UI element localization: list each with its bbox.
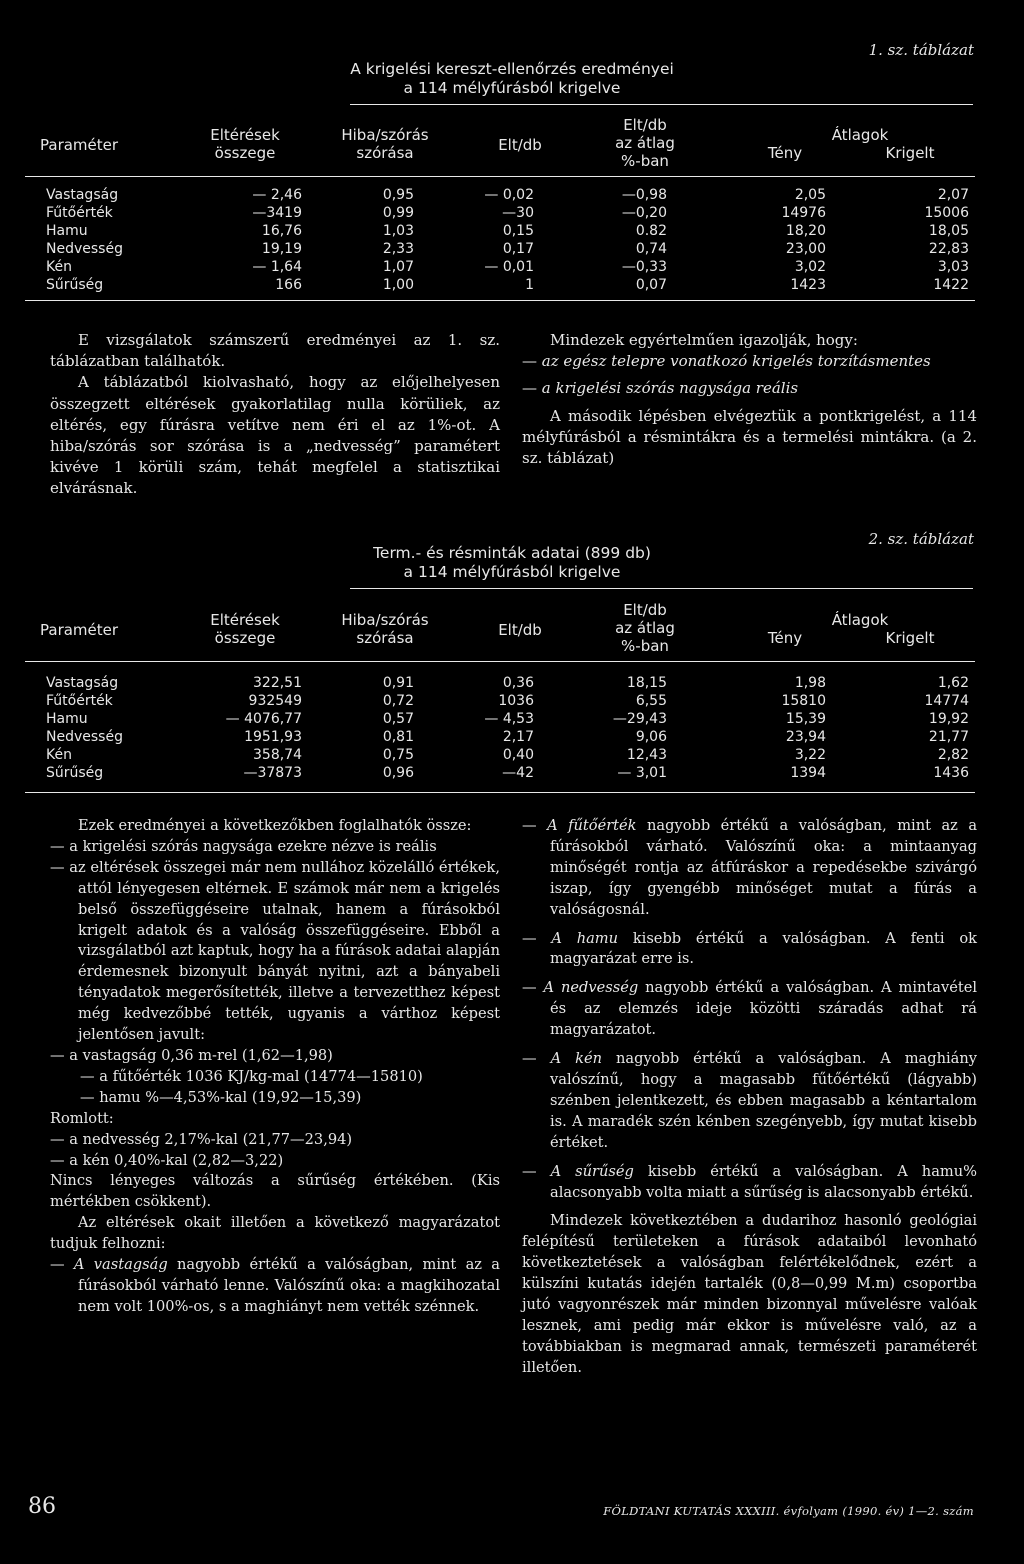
col-header-hiba — [330, 126, 440, 162]
mid-left-text — [50, 330, 500, 500]
col-header-elteresek — [190, 611, 300, 647]
cell-teny: 1423 — [790, 277, 826, 293]
paragraph: A második lépésben elvégeztük a pontkrigelést, a 114 mélyfúrásból a résmintákra és a termelési mintákra. (a 2. sz. táblázat) — [522, 406, 977, 468]
cell-eltdb: — 4,53 — [484, 711, 534, 727]
col-header-atlagok: Átlagok — [831, 126, 889, 144]
table1-title-line1: A krigelési kereszt-ellenőrzés eredményei — [350, 60, 674, 78]
cell-teny: 23,94 — [785, 729, 826, 745]
dash-item: — A vastagság nagyobb értékű a valóságban, mint az a fúrásokból várható lenne. Valószínű oka: a magkihozatal nem volt 100%-os, s a maghiányt nem vették szénnek. — [50, 1256, 500, 1315]
col-header-eltdb-atlag-line1: Elt/db — [623, 116, 667, 134]
cell-eltdb: 0,40 — [502, 747, 534, 763]
cell-eltdb-atlag: 0,74 — [635, 241, 667, 257]
cell-eltdb: 1 — [525, 277, 534, 293]
cell-eltdb: 0,17 — [502, 241, 534, 257]
col-header-eltdb: Elt/db — [498, 136, 542, 154]
cell-krigelt: 1436 — [933, 765, 969, 781]
dash-item: — az egész telepre vonatkozó krigelés torzításmentes — [522, 352, 931, 371]
cell-elteresek: 322,51 — [253, 675, 302, 691]
dash-item-text: az eltérések összegei már nem nullához közelálló értékek, attól lényegesen eltérnek. E számok már nem a krigelés belső összefüggéseire utalnak, hanem a fúrásokból krigelt adatok és a valóság összefüggéseire. Ebből a vizsgálatból azt kaptuk, hogy ha a fúrások adatai alapján érdemesnek bizonyult bányát nyitni, azt a bányabeli tényadatok megerősítették, illetve a tervezetthez képest még kedvezőbbé tették, ugyanis a várthoz képest jelentősen javult: — [69, 858, 501, 1044]
cell-eltdb-atlag: —0,98 — [621, 187, 667, 203]
cell-eltdb: 2,17 — [502, 729, 534, 745]
cell-elteresek: —3419 — [252, 205, 302, 221]
table-row — [0, 241, 1024, 258]
cell-krigelt: 21,77 — [928, 729, 969, 745]
paragraph: A táblázatból kiolvasható, hogy az előjelhelyesen összegzett eltérések gyakorlatilag nulla körüliek, az eltérés, egy fúrásra vetítve nem éri el az 1%-ot. A hiba/szórás sor szórása is a „nedvesség” paramétert kivéve 1 körüli szám, tehát megfelel a statisztikai elvárásnak. — [50, 373, 500, 498]
journal-footer: FÖLDTANI KUTATÁS XXXIII. évfolyam (1990. év) 1—2. szám — [603, 1504, 974, 1518]
dash-item-emphasis: A hamu — [551, 929, 619, 947]
dash-item: — a vastagság 0,36 m-rel (1,62—1,98) — [50, 1046, 333, 1064]
table1-number: 1. sz. táblázat — [868, 41, 974, 59]
col-header-teny: Tény — [767, 629, 803, 647]
col-header-hiba-line1: Hiba/szórás — [341, 126, 429, 144]
dash-item-text: nagyobb értékű a valóságban. A mintavétel és az elemzés ideje közötti száradás adhat rá magyarázatot. — [550, 979, 977, 1039]
col-header-parameter: Paraméter — [40, 136, 119, 154]
cell-parameter: Kén — [46, 747, 72, 763]
page-number: 86 — [28, 1494, 56, 1519]
table2-header-rule — [25, 661, 975, 662]
dash-item: — A kén nagyobb értékű a valóságban. A maghiány valószínű, hogy a magasabb fűtőértékű (lágyabb) szénben jelentkezett, és ebben magasabb a kéntartalom is. A maradék szén kénben szegényebb, így mutat kisebb értéket. — [522, 1050, 978, 1151]
left-column — [50, 816, 500, 1318]
cell-hiba: 0,75 — [382, 747, 414, 763]
cell-parameter: Hamu — [46, 711, 88, 727]
cell-hiba: 0,91 — [382, 675, 414, 691]
col-header-eltdb-atlag-line3: %-ban — [621, 152, 669, 170]
cell-eltdb-atlag: —29,43 — [612, 711, 667, 727]
cell-elteresek: —37873 — [243, 765, 302, 781]
table2-number: 2. sz. táblázat — [868, 530, 974, 548]
cell-eltdb-atlag: 0.82 — [635, 223, 667, 239]
col-header-parameter: Paraméter — [40, 621, 119, 639]
col-header-elteresek-line2: összege — [214, 144, 276, 162]
dash-item: — a kén 0,40%-kal (2,82—3,22) — [50, 1151, 284, 1169]
cell-hiba: 0,72 — [382, 693, 414, 709]
cell-eltdb: 1036 — [498, 693, 534, 709]
cell-hiba: 0,95 — [382, 187, 414, 203]
cell-parameter: Sűrűség — [46, 277, 104, 293]
table-row — [0, 693, 1024, 710]
paragraph: Mindezek következtében a dudarihoz hasonló geológiai felépítésű területeken a fúrások adataiból levonható következtetések a valóságban felértékelődnek, ezért a külszíni kutatás idején tartalék (0,8—0,99 M.m) csoportba jutó vagyonrészek már minden bizonnyal művelésre valóak lesznek, ami pedig már ekkor is művelésre való, az a továbbiakban is megmarad annak, természeti paraméterét illetően. — [522, 1212, 977, 1376]
cell-krigelt: 1422 — [933, 277, 969, 293]
cell-eltdb-atlag: 12,43 — [626, 747, 667, 763]
dash-item-text: a nedvesség 2,17%-kal (21,77—23,94) — [69, 1130, 353, 1148]
col-header-eltdb-atlag — [590, 601, 700, 655]
mid-right-text — [522, 330, 977, 469]
table-row — [0, 765, 1024, 782]
cell-teny: 15810 — [781, 693, 826, 709]
col-header-hiba-line2: szórása — [356, 629, 414, 647]
dash-item-text: kisebb értékű a valóságban. A hamu% alacsonyabb volta miatt a sűrűség is alacsonyabb értékű. — [550, 1162, 977, 1201]
table-row — [0, 675, 1024, 692]
dash-item-text: nagyobb értékű a valóságban, mint az a fúrásokból várható. Valószínű oka: a mintaanyag minőségét rontja az átfúráskor a repedésekbe szivárgó iszap, így gyengébb minőséget mutat a fúrás a valóságosnál. — [550, 817, 978, 918]
cell-hiba: 0,81 — [382, 729, 414, 745]
col-header-elteresek-line2: összege — [214, 629, 276, 647]
table2-top-rule — [350, 588, 973, 589]
cell-teny: 1,98 — [794, 675, 826, 691]
cell-teny: 3,02 — [794, 259, 826, 275]
cell-hiba: 1,03 — [382, 223, 414, 239]
cell-krigelt: 3,03 — [937, 259, 969, 275]
cell-elteresek: — 1,64 — [252, 259, 302, 275]
cell-elteresek: — 4076,77 — [225, 711, 302, 727]
cell-elteresek: 358,74 — [253, 747, 302, 763]
dash-item-text: a fűtőérték 1036 KJ/kg-mal (14774—15810) — [99, 1067, 423, 1085]
paragraph: Ezek eredményei a következőkben foglalhatók össze: — [78, 817, 472, 834]
cell-krigelt: 14774 — [924, 693, 969, 709]
col-header-eltdb-atlag — [590, 116, 700, 170]
dash-item-emphasis: A sűrűség — [550, 1162, 634, 1180]
cell-eltdb: 0,15 — [502, 223, 534, 239]
cell-elteresek: 16,76 — [261, 223, 302, 239]
table-row — [0, 277, 1024, 294]
cell-hiba: 0,96 — [382, 765, 414, 781]
cell-hiba: 2,33 — [382, 241, 414, 257]
cell-elteresek: 19,19 — [261, 241, 302, 257]
cell-elteresek: 166 — [275, 277, 302, 293]
cell-krigelt: 22,83 — [928, 241, 969, 257]
cell-parameter: Kén — [46, 259, 72, 275]
cell-eltdb-atlag: 6,55 — [635, 693, 667, 709]
cell-parameter: Vastagság — [46, 187, 119, 203]
dash-item-text: a krigelési szórás nagysága reális — [541, 379, 799, 398]
cell-eltdb: — 0,01 — [484, 259, 534, 275]
cell-eltdb-atlag: —0,20 — [621, 205, 667, 221]
cell-krigelt: 2,82 — [937, 747, 969, 763]
paragraph: Nincs lényeges változás a sűrűség értékében. (Kis mértékben csökkent). — [50, 1172, 500, 1211]
col-header-teny: Tény — [767, 144, 803, 162]
cell-elteresek: 932549 — [248, 693, 302, 709]
cell-eltdb: — 0,02 — [484, 187, 534, 203]
table-row — [0, 187, 1024, 204]
col-header-elteresek-line1: Eltérések — [210, 126, 280, 144]
cell-parameter: Hamu — [46, 223, 88, 239]
dash-item: — a fűtőérték 1036 KJ/kg-mal (14774—15810) — [80, 1067, 423, 1085]
col-header-atlagok: Átlagok — [831, 611, 889, 629]
dash-item-text: a krigelési szórás nagysága ezekre nézve is reális — [69, 837, 437, 855]
col-header-eltdb: Elt/db — [498, 621, 542, 639]
dash-item-emphasis: A kén — [550, 1050, 603, 1068]
dash-item: — a krigelési szórás nagysága reális — [522, 379, 799, 398]
cell-teny: 18,20 — [785, 223, 826, 239]
cell-hiba: 0,57 — [382, 711, 414, 727]
paragraph: Az eltérések okait illetően a következő magyarázatot tudjuk felhozni: — [50, 1214, 500, 1253]
cell-eltdb-atlag: 0,07 — [635, 277, 667, 293]
cell-eltdb-atlag: — 3,01 — [617, 765, 667, 781]
cell-parameter: Fűtőérték — [46, 205, 113, 221]
cell-teny: 23,00 — [785, 241, 826, 257]
dash-item: — A hamu kisebb értékű a valóságban. A fenti ok magyarázat erre is. — [522, 929, 977, 968]
cell-krigelt: 19,92 — [928, 711, 969, 727]
table1-header-rule — [25, 176, 975, 177]
table-row — [0, 259, 1024, 276]
dash-item: — a krigelési szórás nagysága ezekre nézve is reális — [50, 837, 437, 855]
cell-hiba: 1,07 — [382, 259, 414, 275]
cell-eltdb-atlag: 9,06 — [635, 729, 667, 745]
paragraph: E vizsgálatok számszerű eredményei az 1. sz. táblázatban találhatók. — [50, 331, 500, 371]
cell-eltdb: —30 — [502, 205, 534, 221]
cell-parameter: Vastagság — [46, 675, 119, 691]
table-row — [0, 223, 1024, 240]
cell-elteresek: 1951,93 — [244, 729, 302, 745]
col-header-hiba-line2: szórása — [356, 144, 414, 162]
dash-item-text: az egész telepre vonatkozó krigelés torzításmentes — [541, 352, 931, 371]
cell-parameter: Sűrűség — [46, 765, 104, 781]
col-header-eltdb-atlag-line1: Elt/db — [623, 601, 667, 619]
table-row — [0, 205, 1024, 222]
col-header-eltdb-atlag-line3: %-ban — [621, 637, 669, 655]
right-column — [522, 816, 977, 1379]
romlott-label: Romlott: — [50, 1109, 114, 1127]
table1-title-line2: a 114 mélyfúrásból krigelve — [403, 79, 621, 97]
dash-item-text: kisebb értékű a valóságban. A fenti ok magyarázat erre is. — [550, 929, 977, 968]
cell-hiba: 1,00 — [382, 277, 414, 293]
cell-teny: 15,39 — [785, 711, 826, 727]
table1-title — [262, 60, 762, 98]
dash-item: — a nedvesség 2,17%-kal (21,77—23,94) — [50, 1130, 353, 1148]
paragraph: Mindezek egyértelműen igazolják, hogy: — [550, 331, 858, 349]
dash-item-text: nagyobb értékű a valóságban, mint az a fúrásokból várható lenne. Valószínű oka: a magkihozatal nem volt 100%-os, s a maghiányt nem vették szénnek. — [78, 1256, 500, 1315]
table-row — [0, 729, 1024, 746]
cell-eltdb: 0,36 — [502, 675, 534, 691]
cell-elteresek: — 2,46 — [252, 187, 302, 203]
dash-item-text: nagyobb értékű a valóságban. A maghiány valószínű, hogy a magasabb fűtőértékű (lágyabb) szénben jelentkezett, és ebben magasabb a kéntartalom is. A maradék szén kénben szegényebb, így mutat kisebb értéket. — [550, 1050, 978, 1151]
dash-item-text: a vastagság 0,36 m-rel (1,62—1,98) — [69, 1046, 333, 1064]
dash-item: — hamu %—4,53%-kal (19,92—15,39) — [80, 1088, 362, 1106]
col-header-hiba-line1: Hiba/szórás — [341, 611, 429, 629]
cell-hiba: 0,99 — [382, 205, 414, 221]
dash-item: — A sűrűség kisebb értékű a valóságban. A hamu% alacsonyabb volta miatt a sűrűség is alacsonyabb értékű. — [522, 1162, 977, 1201]
dash-item-text: a kén 0,40%-kal (2,82—3,22) — [69, 1151, 284, 1169]
col-header-krigelt: Krigelt — [885, 629, 935, 647]
col-header-hiba — [330, 611, 440, 647]
cell-krigelt: 2,07 — [937, 187, 969, 203]
dash-item: — az eltérések összegei már nem nullához közelálló értékek, attól lényegesen eltérnek. E számok már nem a krigelés belső összefüggéseire utalnak, hanem a fúrásokból krigelt adatok és a valóság összefüggéseire. Ebből a vizsgálatból azt kaptuk, hogy ha a fúrások adatai alapján érdemesnek bizonyult bányát nyitni, azt a bányabeli tényadatok megerősítették, illetve a tervezetthez képest még kedvezőbbé tették, ugyanis a várthoz képest jelentősen javult: — [50, 858, 501, 1044]
col-header-krigelt: Krigelt — [885, 144, 935, 162]
cell-krigelt: 1,62 — [937, 675, 969, 691]
table1-top-rule — [350, 104, 973, 105]
cell-krigelt: 15006 — [924, 205, 969, 221]
cell-krigelt: 18,05 — [928, 223, 969, 239]
table2-title — [262, 544, 762, 582]
dash-item: — A nedvesség nagyobb értékű a valóságban. A mintavétel és az elemzés ideje közötti száradás adhat rá magyarázatot. — [522, 979, 977, 1039]
cell-teny: 14976 — [781, 205, 826, 221]
cell-teny: 2,05 — [794, 187, 826, 203]
cell-eltdb: —42 — [502, 765, 534, 781]
table-row — [0, 711, 1024, 728]
col-header-eltdb-atlag-line2: az átlag — [615, 134, 675, 152]
cell-parameter: Fűtőérték — [46, 693, 113, 709]
cell-parameter: Nedvesség — [46, 241, 123, 257]
dash-item-emphasis: A nedvesség — [543, 979, 639, 997]
cell-parameter: Nedvesség — [46, 729, 123, 745]
dash-item: — A fűtőérték nagyobb értékű a valóságban, mint az a fúrásokból várható. Valószínű oka: a mintaanyag minőségét rontja az átfúráskor a repedésekbe szivárgó iszap, így gyengébb minőséget mutat a fúrás a valóságosnál. — [522, 817, 978, 918]
table2-title-line2: a 114 mélyfúrásból krigelve — [403, 563, 621, 581]
cell-teny: 3,22 — [794, 747, 826, 763]
dash-item-text: hamu %—4,53%-kal (19,92—15,39) — [99, 1088, 362, 1106]
table2-title-line1: Term.- és résminták adatai (899 db) — [373, 544, 651, 562]
col-header-eltdb-atlag-line2: az átlag — [615, 619, 675, 637]
cell-eltdb-atlag: —0,33 — [621, 259, 667, 275]
table2-bottom-rule — [25, 792, 975, 793]
dash-item-emphasis: A fűtőérték — [547, 817, 637, 834]
table-row — [0, 747, 1024, 764]
col-header-elteresek-line1: Eltérések — [210, 611, 280, 629]
table1-bottom-rule — [25, 300, 975, 301]
col-header-elteresek — [190, 126, 300, 162]
dash-item-emphasis: A vastagság — [73, 1256, 168, 1274]
cell-teny: 1394 — [790, 765, 826, 781]
cell-eltdb-atlag: 18,15 — [626, 675, 667, 691]
